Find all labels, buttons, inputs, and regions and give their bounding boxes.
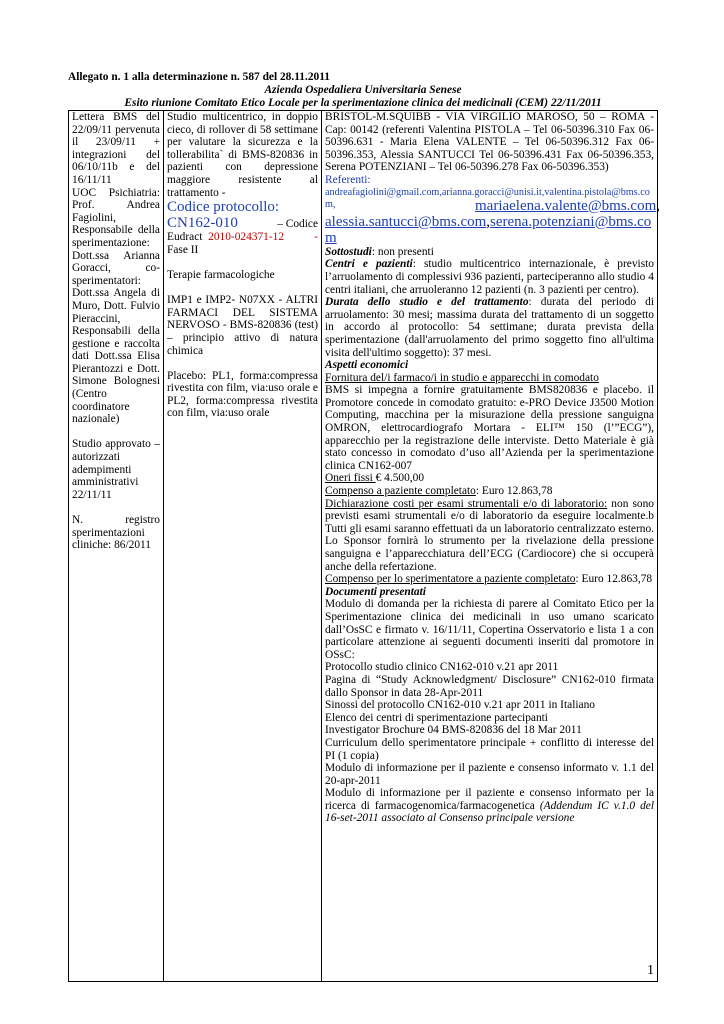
study-description: Studio multicentrico, in doppio cieco, di rollover di 58 settimane per valutare la sicurezza e la tollerabilita` di BMS-820836 in pazienti con depressione maggiore resistente al trattamento - <box>167 111 318 199</box>
details-column: BRISTOL-M.SQUIBB - VIA VIRGILIO MAROSO, 50 – ROMA - Cap: 00142 (referenti Valentina PISTOLA – Tel 06-50396.310 Fax 06-50396.631 - Maria Elena VALENTE – Tel 06-50396.312 Fax 06-50396.353, Alessia SANTUCCI Tel 06-50396.431 Fax 06-50396.353, Serena POTENZIANI – Tel 06-50396.278 Fax 06-50396.353) Referenti: andreafagiolini@gmail.com,arianna.goracci@unisi.it,valentina.pistola@bms.com, mariaelena.valente@bms.com, alessia.santucci@bms.com,serena.potenziani@bms.com Sottostudi: non presenti Centri e pazienti: studio multicentrico internazionale, è previsto l’arruolamento di complessivi 936 pazienti, parteciperanno allo studio 4 centri italiani, che arruoleranno 12 pazienti (n. 3 pazienti per centro). Durata dello studio e del trattamento: durata del periodo di arruolamento: 30 mesi; massima durata del trattamento di un soggetto in accordo al protocollo: 54 settimane; durata prevista della sperimentazione (dall'arruolamento del primo soggetto fino all'ultima visita dell'ultimo soggetto): 37 mesi. Aspetti economici Fornitura del/i farmaco/i in studio e apparecchi in comodato BMS si impegna a fornire gratuitamente BMS820836 e placebo. il Promotore concede in comodato gratuito: e-PRO Device J3500 Motion Computing, macchina per la misurazione della pressione sanguigna OMRON, elettrocardiografo Mortara - ELI™ 150 (l’”ECG”), apparecchio per la registrazione delle interviste. Detto Materiale è già stato concesso in comodato d’uso all’Azienda per la sperimentazione clinica CN162-007 Oneri fissi € 4.500,00 Compenso a paziente completato: Euro 12.863,78 Dichiarazione costi per esami strumentali e/o di laboratorio: non sono previsti esami strumentali e/o di laboratorio da eseguire localmente.b Tutti gli esami saranno effettuati da un laboratorio centralizzato esterno. Lo Sponsor fornirà lo strumento per la rivelazione della pressione sanguigna e l’apparecchiatura dell’ECG (Cardiocore) che si occuperà anche della refertazione. Compenso per lo sperimentatore a paziente completato: Euro 12.863,78 Documenti presentati Modulo di domanda per la richiesta di parere al Comitato Etico per la Sperimentazione clinica dei medicinali in uso umano scaricato dall’OsSC e firmato v. 16/11/11, Copertina Osservatorio e lista 1 a con particolare attenzione ai seguenti documenti inseriti dal promotore in OSsC: Protocollo studio clinico CN162-010 v.21 apr 2011 Pagina di “Study Acknowledgment/ Disclosure” CN162-010 firmata dallo Sponsor in data 28-Apr-2011 Sinossi del protocollo CN162-010 v.21 apr 2011 in Italiano Elenco dei centri di sperimentazione partecipanti Investigator Brochure 04 BMS-820836 del 18 Mar 2011 Curriculum dello sperimentatore principale + conflitto di interesse del PI (1 copia) Modulo di informazione per il paziente e consenso informato v. 1.1 del 20-apr-2011 Modulo di informazione per il paziente e consenso informato per la ricerca di farmacogenomica/farmacogenetica (Addendum IC v.1.0 del 16-set-2011 associato al Consenso principale versione <box>322 111 658 982</box>
list-item: Investigator Brochure 04 BMS-820836 del 18 Mar 2011 <box>325 724 582 737</box>
eudract-number: 2010-024371-12 <box>208 231 285 244</box>
list-item: Protocollo studio clinico CN162-010 v.21 apr 2011 <box>325 661 559 674</box>
last-doc-text: Modulo di informazione per il paziente e consenso informato per la ricerca di farmacogenomica/farmacogenetica <box>325 787 654 812</box>
list-item: Elenco dei centri di sperimentazione partecipanti <box>325 711 548 724</box>
study-phase: Fase II <box>167 243 199 256</box>
compenso-sper-value: : Euro 12.863,78 <box>575 573 653 586</box>
documenti-heading: Documenti presentati <box>325 585 426 598</box>
list-item: Pagina di “Study Acknowledgment/ Disclosure” CN162-010 firmata dallo Sponsor in data 28-Apr-2011 <box>325 673 654 699</box>
compenso-label: Compenso a paziente completato <box>325 485 476 498</box>
protocol-code-tail: – Codice <box>277 218 318 231</box>
allegato-line: Allegato n. 1 alla determinazione n. 587 del 28.11.2011 <box>68 71 330 83</box>
durata-text: : durata del periodo di arruolamento: 30 mesi; massima durata del trattamento di un soggetto in accordo al protocollo: 54 settimane; durata prevista della sperimentazione (dall'arruolamento del primo soggetto fino all'ultima visita dell'ultimo soggetto): 37 mesi. <box>325 296 655 359</box>
durata-label: Durata dello studio e del trattamento <box>325 296 529 309</box>
oneri-label: Oneri fissi <box>325 472 376 485</box>
referenti-label: Referenti: <box>325 173 371 186</box>
eudract-dash: - <box>314 231 318 244</box>
email-link-santucci[interactable]: alessia.santucci@bms.com <box>325 213 487 230</box>
compenso-value: : Euro 12.863,78 <box>475 485 553 498</box>
email-link-potenziani[interactable]: serena.potenziani@bms.com <box>325 213 652 246</box>
oneri-value: € 4.500,00 <box>375 472 425 485</box>
list-item: Modulo di informazione per il paziente e consenso informato v. 1.1 del 20-apr-2011 <box>325 762 654 787</box>
dichiarazione-text: non sono previsti esami strumentali e/o di laboratorio da eseguire localmente.b Tutti gli esami saranno effettuati da un laboratorio centralizzato esterno. Lo Sponsor fornirà lo strumento per la rivelazione della pressione sanguigna e l’apparecchiatura dell’ECG (Cardiocore) che si occuperà anche della refertazione. <box>325 497 654 573</box>
compenso-sper-label: Compenso per lo sperimentatore a paziente completato <box>325 573 576 586</box>
hospital-name: Azienda Ospedaliera Universitaria Senese <box>264 84 462 96</box>
list-item: Sinossi del protocollo CN162-010 v.21 apr 2011 in Italiano <box>325 699 595 712</box>
last-doc-italic: (Addendum IC v.1.0 del 16-set-2011 associato al Consenso principale versione <box>325 799 654 825</box>
protocol-code-label: Codice protocollo: <box>167 199 280 216</box>
investigators: UOC Psichiatria: Prof. Andrea Fagiolini, Responsabile della sperimentazione: Dott.ssa Arianna Goracci, co-sperimentatori: Dott.ssa Angela di Muro, Dott. Fulvio Pieraccini, Responsabili della gestione e raccolta dati Dott.ssa Elisa Pierantozzi e Dott. Simone Bolognesi (Centro coordinatore nazionale) <box>72 186 160 426</box>
study-column <box>164 111 322 982</box>
placebo-description: Placebo: PL1, forma:compressa rivestita con film, via:uso orale e PL2, forma:compressa rivestita con film, via:uso orale <box>167 369 318 420</box>
approval-status: Studio approvato – autorizzati adempimenti amministrativi 22/11/11 <box>72 438 160 501</box>
centri-text: : studio multicentrico internazionale, è previsto l’arruolamento di complessivi 936 pazienti, parteciperanno allo studio 4 centri italiani, che arruoleranno 12 pazienti (n. 3 pazienti per centro). <box>325 258 655 296</box>
imp-description: IMP1 e IMP2- N07XX - ALTRI FARMACI DEL SISTEMA NERVOSO - BMS-820836 (test) – principio attivo di natura chimica <box>167 294 318 357</box>
table-row <box>69 111 658 982</box>
centri-label: Centri e pazienti <box>325 258 413 271</box>
registry-number: N. registro sperimentazioni cliniche: 86/2011 <box>72 514 160 552</box>
list-item: Curriculum dello sperimentatore principale + conflitto di interesse del PI (1 copia) <box>325 736 654 762</box>
dichiarazione-label: Dichiarazione costi per esami strumentali e/o di laboratorio: <box>325 497 608 510</box>
fornitura-heading: Fornitura del/i farmaco/i in studio e apparecchi in comodato <box>325 371 599 384</box>
sponsor-contacts: BRISTOL-M.SQUIBB - VIA VIRGILIO MAROSO, 50 – ROMA - Cap: 00142 (referenti Valentina PISTOLA – Tel 06-50396.310 Fax 06-50396.631 - Maria Elena VALENTE – Tel 06-50396.312 Fax 06-50396.353, Alessia SANTUCCI Tel 06-50396.431 Fax 06-50396.353, Serena POTENZIANI – Tel 06-50396.278 Fax 06-50396.353) <box>325 111 654 174</box>
sottostudi-text: : non presenti <box>371 245 434 258</box>
submission-letter: Lettera BMS del 22/09/11 pervenuta il 23/09/11 + integrazioni del 06/10/11b e del 16/11/11 <box>72 111 160 186</box>
document-header <box>68 71 658 110</box>
submission-column <box>69 111 164 982</box>
email-list[interactable]: andreafagiolini@gmail.com,arianna.goracci@unisi.it,valentina.pistola@bms.com, <box>325 186 650 211</box>
meeting-title: Esito riunione Comitato Etico Locale per la sperimentazione clinica dei medicinali (CEM) 22/11/2011 <box>124 97 602 109</box>
documenti-intro: Modulo di domanda per la richiesta di parere al Comitato Etico per la Sperimentazione clinica dei medicinali in uso umano scaricato dall’OsSC e firmato v. 16/11/11, Copertina Osservatorio e lista 1 a con particolare attenzione ai seguenti documenti inseriti dal promotore in OSsC: <box>325 598 654 661</box>
protocol-code-value: CN162-010 <box>167 215 238 232</box>
therapy-heading: Terapie farmacologiche <box>167 268 275 281</box>
aspetti-economici-heading: Aspetti economici <box>325 359 409 372</box>
sottostudi-label: Sottostudi <box>325 245 372 258</box>
page-number: 1 <box>647 963 654 978</box>
email-link-valente[interactable]: mariaelena.valente@bms.com <box>475 197 657 214</box>
fornitura-text: BMS si impegna a fornire gratuitamente BMS820836 e placebo. il Promotore concede in comodato gratuito: e-PRO Device J3500 Motion Computing, macchina per la misurazione della pressione sanguigna OMRON, elettrocardiografo Mortara - ELI™ 150 (l’”ECG”), apparecchio per la registrazione delle interviste. Detto Materiale è già stato concesso in comodato d’uso all’Azienda per la sperimentazione clinica CN162-007 <box>325 384 654 472</box>
eudract-label: Eudract <box>167 231 203 244</box>
trial-table <box>68 110 658 982</box>
